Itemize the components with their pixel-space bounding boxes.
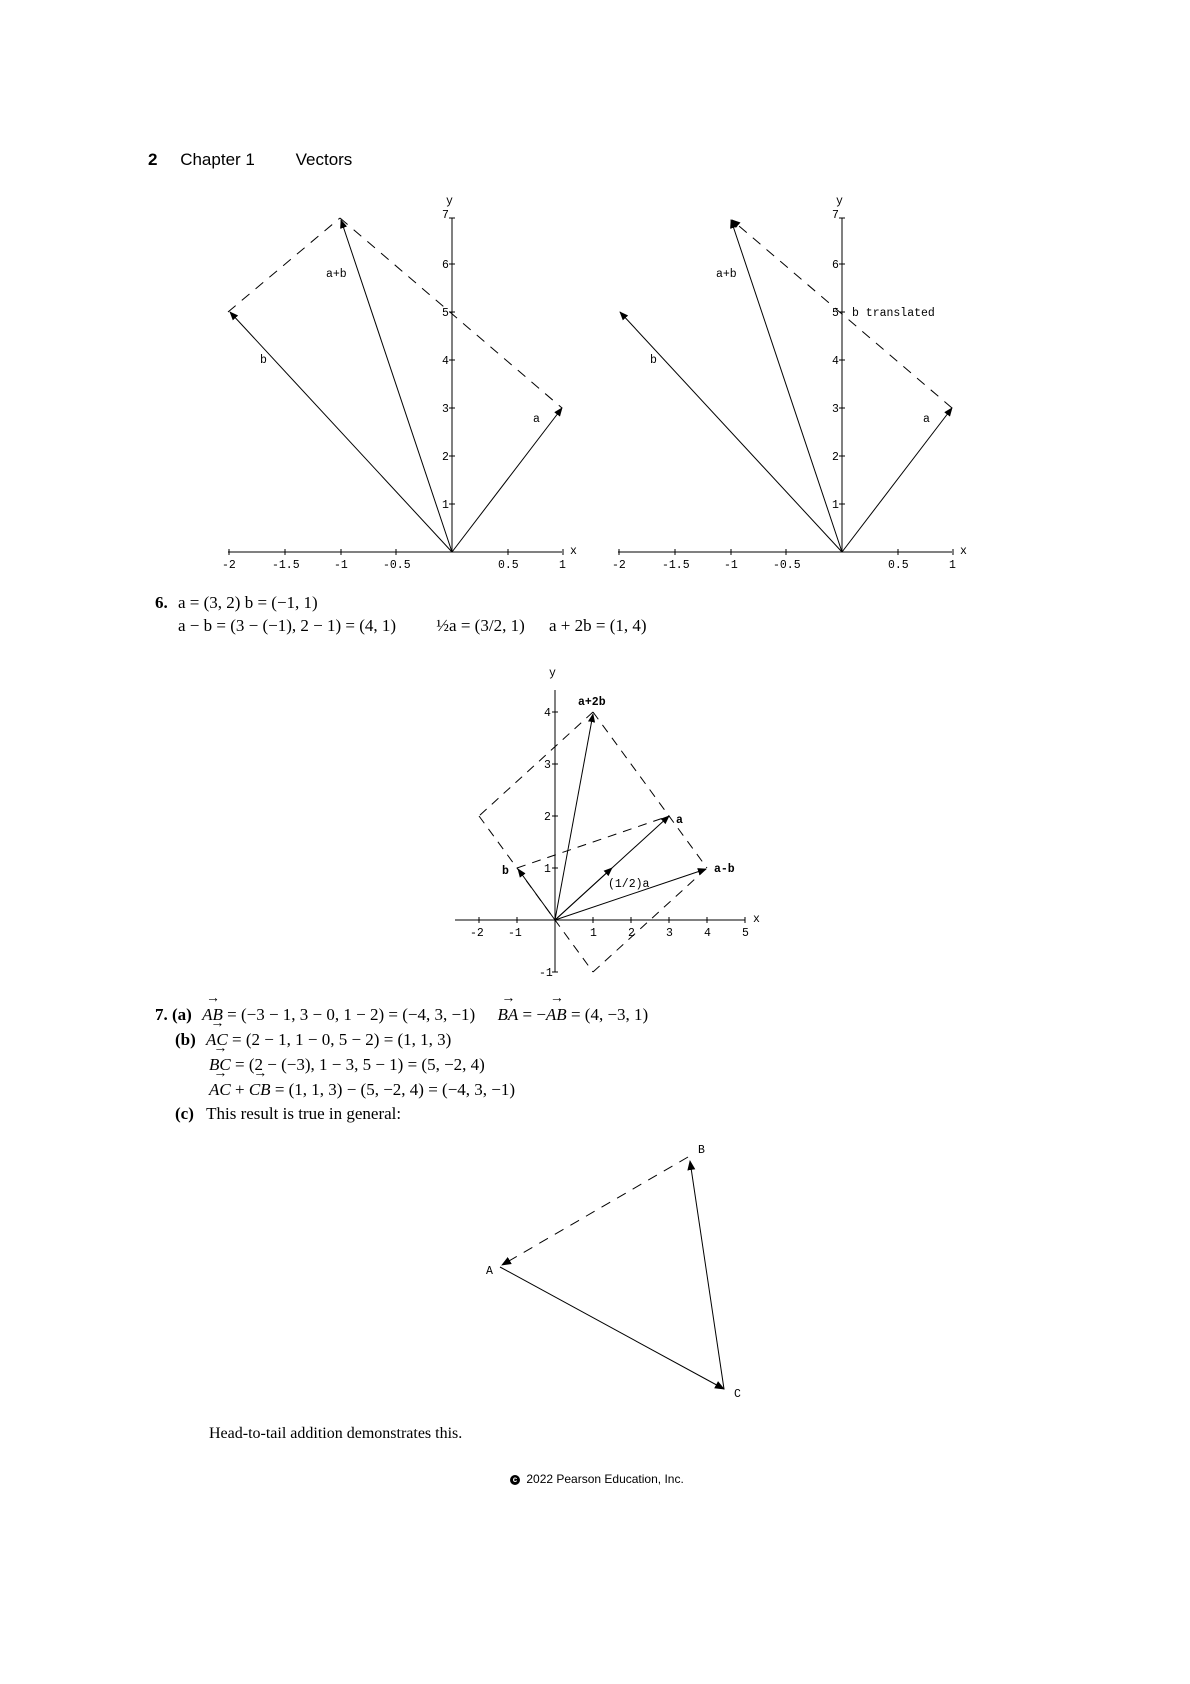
y-tick-label: 4 (442, 355, 449, 368)
y-tick-label: -1 (539, 967, 553, 980)
x-axis-label: x (753, 913, 760, 926)
problem-7-line-a (155, 1005, 648, 1025)
x-tick-label: 5 (742, 927, 749, 940)
y-tick-label: 7 (442, 209, 449, 222)
copyright-icon: c (510, 1475, 520, 1485)
y-tick-label: 3 (832, 403, 839, 416)
problem-6-given: a = (3, 2) b = (−1, 1) (178, 593, 318, 612)
problem-6-half: ½a = (3/2, 1) (436, 616, 525, 635)
vector-AC: → AC (206, 1030, 228, 1050)
y-tick-label: 1 (442, 499, 449, 512)
part-c-text: This result is true in general: (206, 1104, 402, 1123)
vector-CB: → CB (249, 1080, 271, 1100)
copyright-footer (510, 1472, 684, 1486)
vector-AB: → AB (202, 1005, 223, 1025)
x-axis-label: x (570, 545, 577, 558)
y-tick-label: 6 (832, 259, 839, 272)
x-tick-label: 1 (590, 927, 597, 940)
x-tick-label: -1.5 (272, 559, 300, 570)
vector-CB (690, 1161, 724, 1389)
x-tick-label: -0.5 (383, 559, 411, 570)
label-b: b (260, 354, 267, 367)
x-tick-label: 1 (559, 559, 566, 570)
y-tick-label: 2 (442, 451, 449, 464)
problem-7-number: 7. (155, 1005, 168, 1024)
point-C: C (734, 1388, 741, 1401)
y-axis-label: y (446, 195, 453, 208)
y-tick-label: 5 (442, 307, 449, 320)
y-tick-label: 7 (832, 209, 839, 222)
y-tick-label: 3 (442, 403, 449, 416)
label-a-plus-2b: a+2b (578, 696, 606, 709)
problem-7-line-c (175, 1104, 401, 1124)
vector-b (518, 869, 555, 920)
x-tick-label: -2 (470, 927, 484, 940)
y-tick-label: 1 (832, 499, 839, 512)
point-B: B (698, 1144, 705, 1157)
label-a-plus-b: a+b (326, 268, 347, 281)
problem-6-line-2 (178, 616, 647, 636)
x-tick-label: 4 (704, 927, 711, 940)
vector-a-minus-b (555, 869, 706, 920)
label-a: a (923, 413, 930, 426)
problem-6-number: 6. (155, 593, 168, 612)
vector-a (842, 408, 952, 552)
figure-2-b-translated (590, 190, 990, 570)
part-a-equals-neg: = − (522, 1005, 546, 1024)
vector-BA: → BA (497, 1005, 518, 1025)
problem-7-line-b3: → AC + → CB = (1, 1, 3) − (5, −2, 4) = (−4, 3, −1) (209, 1080, 515, 1100)
y-tick-label: 2 (832, 451, 839, 464)
dashed-side (228, 218, 340, 312)
part-a-label: (a) (172, 1005, 192, 1024)
y-tick-label: 4 (544, 707, 551, 720)
x-tick-label: -1 (334, 559, 348, 570)
y-axis-label: y (836, 195, 843, 208)
x-tick-label: 0.5 (498, 559, 519, 570)
x-tick-label: 0.5 (888, 559, 909, 570)
vector-a (452, 408, 562, 552)
chapter-label: Chapter 1 (180, 150, 255, 169)
figure-4-triangle (470, 1135, 770, 1405)
vector-b (230, 312, 452, 552)
x-tick-label: -2 (222, 559, 236, 570)
part-b-equation-1: = (2 − 1, 1 − 0, 5 − 2) = (1, 1, 3) (232, 1030, 452, 1049)
y-tick-label: 1 (544, 863, 551, 876)
page-number: 2 (148, 150, 158, 169)
part-b-label: (b) (175, 1030, 196, 1049)
figure-3-vector-combinations (440, 660, 780, 990)
y-tick-label: 2 (544, 811, 551, 824)
page-header (148, 150, 352, 170)
y-tick-label: 4 (832, 355, 839, 368)
label-b: b (650, 354, 657, 367)
x-tick-label: 3 (666, 927, 673, 940)
chapter-title: Vectors (295, 150, 353, 169)
vector-AC (500, 1267, 724, 1389)
y-tick-label: 6 (442, 259, 449, 272)
x-tick-label: -1 (508, 927, 522, 940)
x-tick-label: -1.5 (662, 559, 690, 570)
dashed-vector-BA (502, 1157, 688, 1265)
problem-6-a-plus-2b: a + 2b = (1, 4) (548, 616, 647, 635)
x-tick-label: -2 (612, 559, 626, 570)
x-tick-label: 2 (628, 927, 635, 940)
label-a-plus-b: a+b (716, 268, 737, 281)
vector-AB: → AB (546, 1005, 567, 1025)
part-a-result: = (4, −3, 1) (570, 1005, 649, 1024)
dashed-side (340, 218, 562, 408)
problem-6-difference: a − b = (3 − (−1), 2 − 1) = (4, 1) (178, 616, 397, 635)
vector-a-plus-b (341, 220, 452, 552)
label-b-translated: b translated (852, 307, 935, 320)
x-axis-label: x (960, 545, 967, 558)
x-tick-label: -1 (724, 559, 738, 570)
y-tick-label: 3 (544, 759, 551, 772)
problem-6-line-1 (155, 593, 318, 613)
part-b-equation-3: = (1, 1, 3) − (5, −2, 4) = (−4, 3, −1) (274, 1080, 516, 1099)
vector-a-plus-2b (555, 714, 593, 920)
part-b-equation-2: = (2 − (−3), 1 − 3, 5 − 1) = (5, −2, 4) (234, 1055, 485, 1074)
copyright-text: 2022 Pearson Education, Inc. (526, 1472, 684, 1486)
label-a: a (676, 814, 683, 827)
label-b: b (502, 865, 509, 878)
conclusion-text: Head-to-tail addition demonstrates this. (209, 1425, 463, 1442)
label-a: a (533, 413, 540, 426)
part-a-equation: = (−3 − 1, 3 − 0, 1 − 2) = (−4, 3, −1) (227, 1005, 476, 1024)
point-A: A (486, 1265, 493, 1278)
vector-AC: → AC (209, 1080, 231, 1100)
x-tick-label: 1 (949, 559, 956, 570)
vector-BC: → BC (209, 1055, 231, 1075)
part-c-label: (c) (175, 1104, 194, 1123)
label-half-a: (1/2)a (608, 878, 650, 891)
vector-a-plus-b (731, 220, 842, 552)
y-tick-label: 5 (832, 307, 839, 320)
vector-b (620, 312, 842, 552)
y-axis-label: y (549, 667, 556, 680)
figure-1-vector-sum (200, 190, 600, 570)
x-tick-label: -0.5 (773, 559, 801, 570)
label-a-minus-b: a-b (714, 863, 735, 876)
